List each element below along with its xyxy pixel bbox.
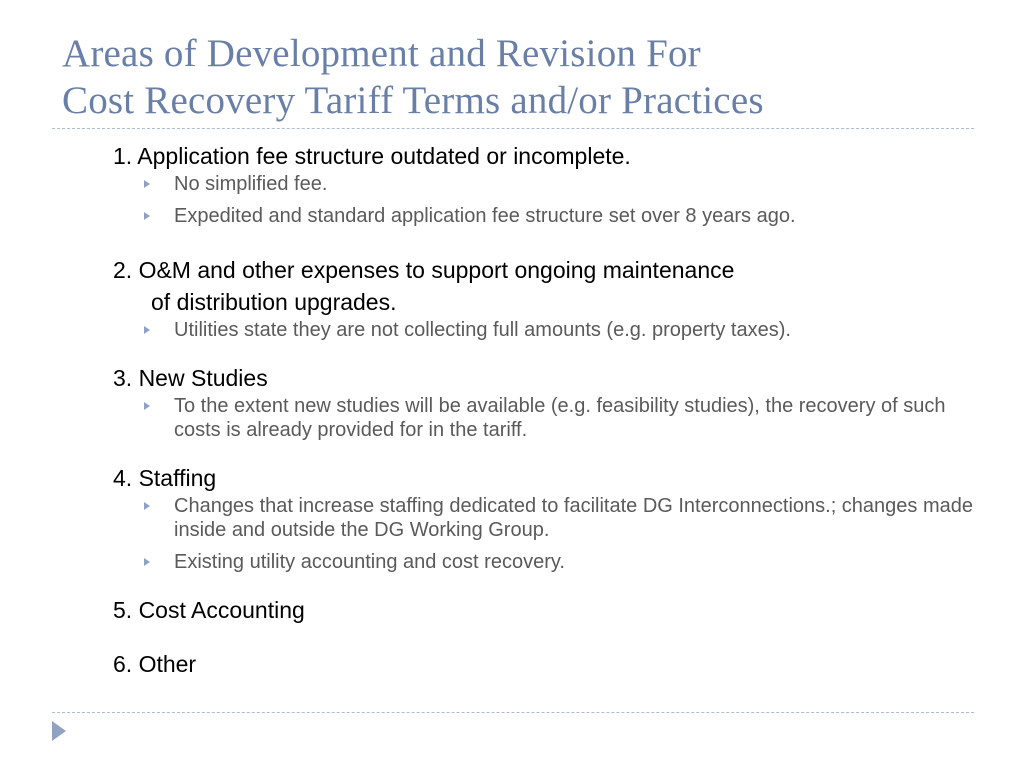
list-item-6: 6. Other [113,651,197,677]
list-item-4: 4. Staffing [113,465,217,491]
sub-bullet-3-1 [113,394,983,442]
slide-body [113,140,983,680]
triangle-right-bullet-icon [144,212,150,220]
list-item-2-label-cont: of distribution upgrades. [151,289,397,315]
list-item-2-label: 2. O&M and other expenses to support ongoing maintenance [113,257,735,283]
sub-bullet-4-1 [113,494,983,542]
sub-bullet-4-2 [113,550,983,574]
title-line-1: Areas of Development and Revision For [62,32,701,75]
slide-title [62,30,1002,124]
list-item-1: 1. Application fee structure outdated or incomplete. [113,143,631,169]
footer-divider [52,712,974,713]
triangle-right-bullet-icon [144,180,150,188]
sub-bullet-text: Changes that increase staffing dedicated to facilitate DG Interconnections.; changes made inside and outside the DG Working Group. [174,495,974,541]
list-item-5: 5. Cost Accounting [113,597,305,623]
triangle-right-bullet-icon [144,502,150,510]
sub-bullet-text: To the extent new studies will be available (e.g. feasibility studies), the recovery of such costs is already provided for in the tariff. [174,395,946,441]
sub-bullet-text: Utilities state they are not collecting full amounts (e.g. property taxes). [174,319,791,341]
sub-bullet-text: Expedited and standard application fee structure set over 8 years ago. [174,205,796,227]
sub-bullet-text: Existing utility accounting and cost recovery. [174,551,565,573]
list-item-3: 3. New Studies [113,365,268,391]
sub-bullet-1-1 [113,172,983,196]
title-line-2: Cost Recovery Tariff Terms and/or Practices [62,79,764,122]
sub-bullet-text: No simplified fee. [174,173,328,195]
triangle-right-bullet-icon [144,558,150,566]
sub-bullet-2-1 [113,318,983,342]
triangle-right-bullet-icon [144,402,150,410]
title-divider [52,128,974,129]
triangle-right-nav-icon[interactable] [52,721,66,741]
list-item-2 [113,254,983,318]
sub-bullet-1-2 [113,204,983,228]
triangle-right-bullet-icon [144,326,150,334]
